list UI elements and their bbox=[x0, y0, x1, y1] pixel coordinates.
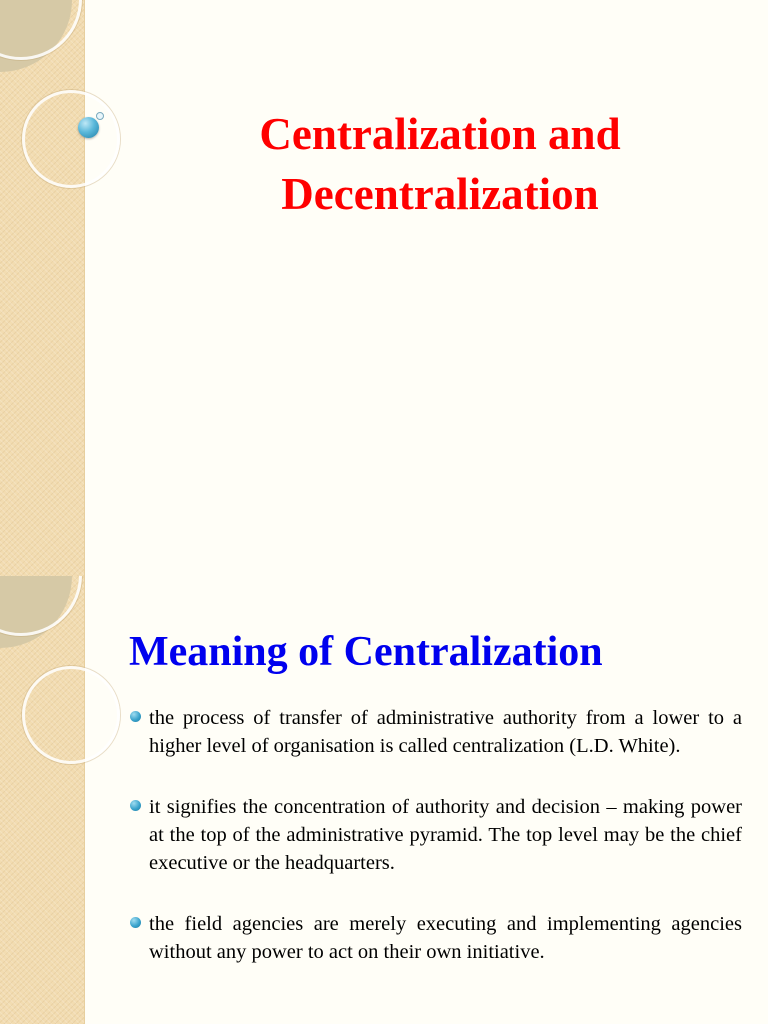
ring-ornament-icon bbox=[0, 576, 82, 636]
bullet-text: the process of transfer of administrative authority from a lower to a higher level of organisation is called centralization (L.D. White). bbox=[149, 707, 742, 757]
content-slide bbox=[0, 576, 768, 1024]
list-item bbox=[128, 793, 742, 877]
sidebar-decoration bbox=[0, 576, 85, 1024]
bullet-list bbox=[128, 704, 742, 966]
bullet-text: the field agencies are merely executing and implementing agencies without any power to act on their own initiative. bbox=[149, 913, 742, 963]
list-item bbox=[128, 910, 742, 966]
bullet-dot-icon bbox=[130, 711, 141, 722]
slide-heading: Meaning of Centralization bbox=[129, 629, 603, 675]
bead-icon bbox=[78, 117, 99, 138]
title-line-1: Centralization and bbox=[259, 109, 621, 159]
bullet-dot-icon bbox=[130, 917, 141, 928]
bead-small-icon bbox=[96, 112, 104, 120]
bullet-dot-icon bbox=[130, 800, 141, 811]
ring-ornament-icon bbox=[22, 666, 120, 764]
ring-ornament-icon bbox=[0, 0, 82, 60]
ring-ornament-icon bbox=[22, 90, 120, 188]
list-item bbox=[128, 704, 742, 760]
bullet-text: it signifies the concentration of authority and decision – making power at the top of the administrative pyramid. The top level may be the chief executive or the headquarters. bbox=[149, 796, 742, 874]
sidebar-decoration bbox=[0, 0, 85, 576]
slide-title bbox=[150, 104, 730, 224]
title-line-2: Decentralization bbox=[281, 169, 599, 219]
